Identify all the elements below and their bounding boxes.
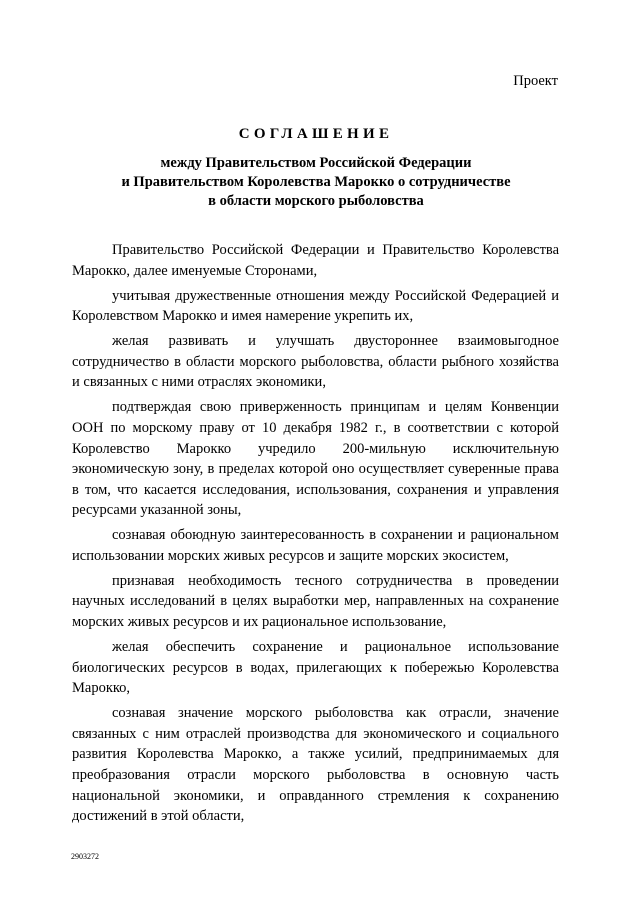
- title-line-1: между Правительством Российской Федерации: [160, 155, 472, 171]
- paragraph-parties: Правительство Российской Федерации и Правительство Королевства Марокко, далее именуемые Сторонами,: [72, 242, 559, 279]
- paragraph-cooperation: желая развивать и улучшать двустороннее взаимовыгодное сотрудничество в области морского рыболовства, области рыбного хозяйства и связанных с ними отраслях экономики,: [72, 333, 559, 391]
- document-code: 2903272: [71, 852, 99, 861]
- paragraph-mutual-interest: сознавая обоюдную заинтересованность в сохранении и рациональном использовании морских живых ресурсов и защите морских экосистем,: [72, 527, 559, 564]
- title-line-3: в области морского рыболовства: [208, 193, 424, 209]
- document-title: СОГЛАШЕНИЕ: [238, 126, 394, 142]
- preamble: [72, 240, 559, 831]
- paragraph-significance: сознавая значение морского рыболовства как отрасли, значение связанных с ним отраслей производства для экономического и социального развития Королевства Марокко, а также усилий, предпринимаемых для преобразования отрасли морского рыболовства в основную часть национальной экономики, и оправданного стремления к сохранению достижений в этой области,: [72, 705, 559, 825]
- paragraph-conservation: желая обеспечить сохранение и рациональное использование биологических ресурсов в водах, прилегающих к побережью Королевства Марокко,: [72, 639, 559, 697]
- draft-label: Проект: [513, 73, 558, 89]
- title-line-2: и Правительством Королевства Марокко о сотрудничестве: [121, 174, 511, 190]
- paragraph-friendly-relations: учитывая дружественные отношения между Российской Федерацией и Королевством Марокко и имея намерение укрепить их,: [72, 287, 559, 325]
- title-block: [72, 126, 560, 211]
- paragraph-convention: подтверждая свою приверженность принципам и целям Конвенции ООН по морскому праву от 10 декабря 1982 г., в соответствии с которой Королевство Марокко учредило 200-мильную исключительную экономическую зону, в пределах которой оно осуществляет суверенные права в том, что касается исследования, использования, сохранения и управления ресурсами указанной зоны,: [72, 399, 559, 519]
- paragraph-research: признавая необходимость тесного сотрудничества в проведении научных исследований в целях выработки мер, направленных на сохранение морских живых ресурсов и их рациональное использование,: [72, 572, 559, 631]
